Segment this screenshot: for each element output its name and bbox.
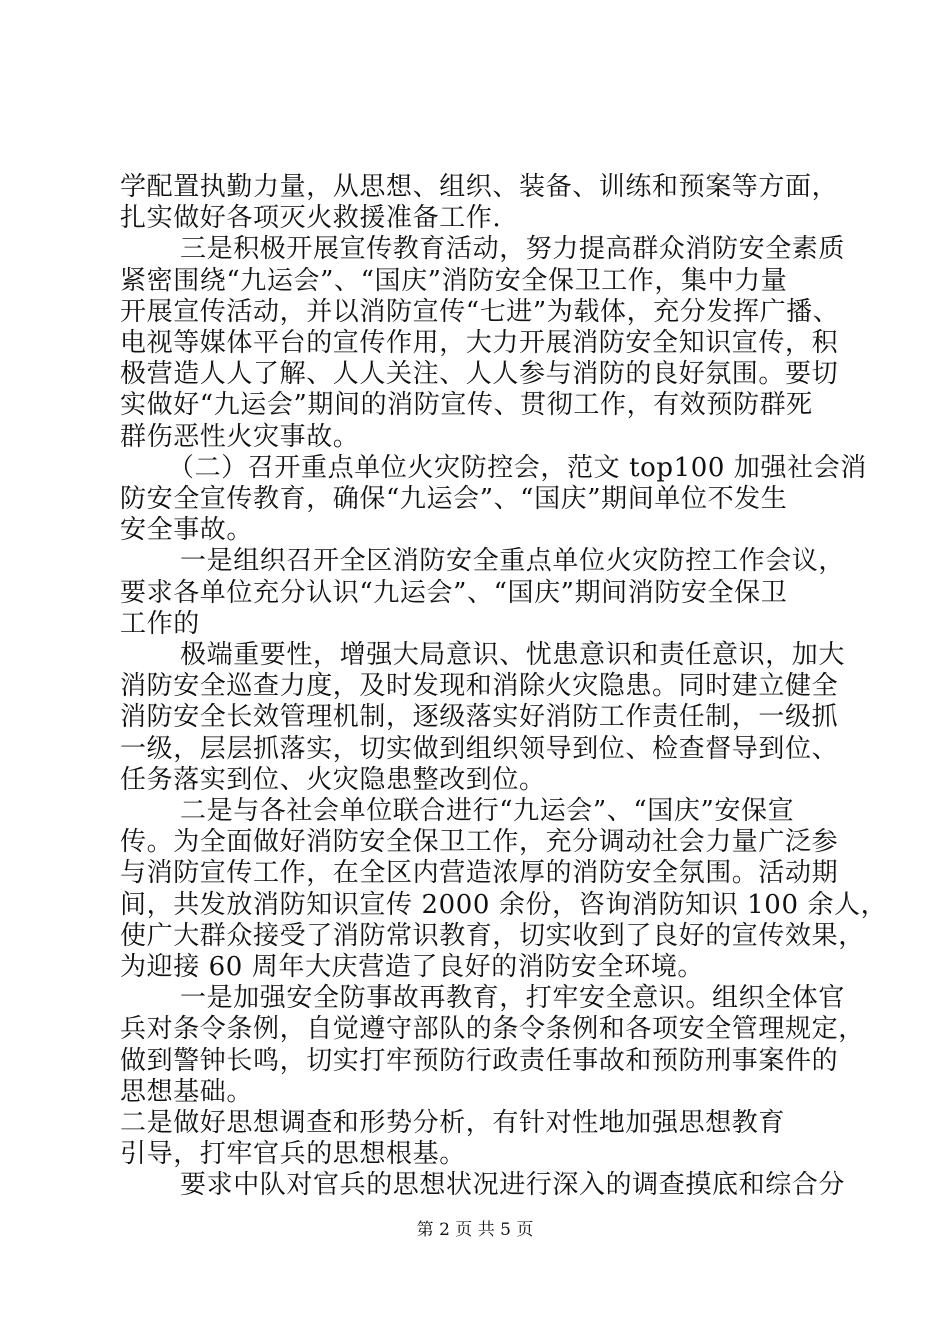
- text-line: 为迎接 60 周年大庆营造了良好的消防安全环境。: [120, 952, 705, 982]
- text-line: 一级，层层抓落实，切实做到组织领导到位、检查督导到位、: [120, 733, 839, 764]
- text-line: 消防安全长效管理机制，逐级落实好消防工作责任制，一级抓: [120, 702, 839, 733]
- page-footer: 第 2 页 共 5 页: [416, 1220, 534, 1240]
- text-line: 开展宣传活动，并以消防宣传“七进”为载体，充分发挥广播、: [120, 296, 840, 327]
- text-line: 极端重要性，增强大局意识、忧患意识和责任意识，加大: [180, 640, 846, 670]
- text-line: 二是做好思想调查和形势分析，有针对性地加强思想教育: [120, 1108, 786, 1138]
- text-line: 间，共发放消防知识宣传 2000 余份，咨询消防知识 100 余人，: [120, 889, 888, 920]
- text-line: 学配置执勤力量，从思想、组织、装备、训练和预案等方面，: [120, 172, 839, 202]
- text-line: 安全事故。: [120, 515, 254, 546]
- text-line: 群伤恶性火灾事故。: [120, 421, 360, 452]
- text-line: （二）召开重点单位火灾防控会，范文 top100 加强社会消: [168, 452, 867, 483]
- text-line: 二是与各社会单位联合进行“九运会”、“国庆”安保宣: [180, 796, 795, 826]
- text-line: 消防安全巡查力度，及时发现和消除火灾隐患。同时建立健全: [120, 671, 839, 702]
- text-line: 防安全宣传教育，确保“九运会”、“国庆”期间单位不发生: [120, 484, 788, 514]
- text-line: 实做好“九运会”期间的消防宣传、贯彻工作，有效预防群死: [120, 390, 813, 421]
- text-line: 思想基础。: [120, 1076, 254, 1107]
- text-line: 做到警钟长鸣，切实打牢预防行政责任事故和预防刑事案件的: [120, 1045, 839, 1076]
- text-line: 使广大群众接受了消防常识教育，切实收到了良好的宣传效果，: [120, 920, 865, 951]
- text-line: 传。为全面做好消防安全保卫工作，充分调动社会力量广泛参: [120, 827, 839, 858]
- text-line: 引导，打牢官兵的思想根基。: [120, 1139, 466, 1170]
- text-line: 要求各单位充分认识“九运会”、“国庆”期间消防安全保卫: [120, 577, 788, 608]
- text-line: 一是加强安全防事故再教育，打牢安全意识。组织全体官: [180, 983, 846, 1014]
- text-line: 工作的: [120, 608, 200, 639]
- text-line: 电视等媒体平台的宣传作用，大力开展消防安全知识宣传，积: [120, 328, 839, 358]
- text-line: 紧密围绕“九运会”、“国庆”消防安全保卫工作，集中力量: [120, 265, 788, 296]
- text-line: 三是积极开展宣传教育活动，努力提高群众消防安全素质: [180, 234, 846, 265]
- text-line: 极营造人人了解、人人关注、人人参与消防的良好氛围。要切: [120, 359, 839, 390]
- text-line: 要求中队对官兵的思想状况进行深入的调查摸底和综合分: [180, 1170, 846, 1201]
- text-line: 与消防宣传工作，在全区内营造浓厚的消防安全氛围。活动期: [120, 858, 839, 889]
- text-line: 一是组织召开全区消防安全重点单位火灾防控工作会议，: [180, 546, 846, 577]
- text-line: 兵对条令条例，自觉遵守部队的条令条例和各项安全管理规定，: [120, 1014, 865, 1045]
- text-line: 任务落实到位、火灾隐患整改到位。: [120, 764, 546, 795]
- text-line: 扎实做好各项灭火救援准备工作.: [120, 203, 502, 234]
